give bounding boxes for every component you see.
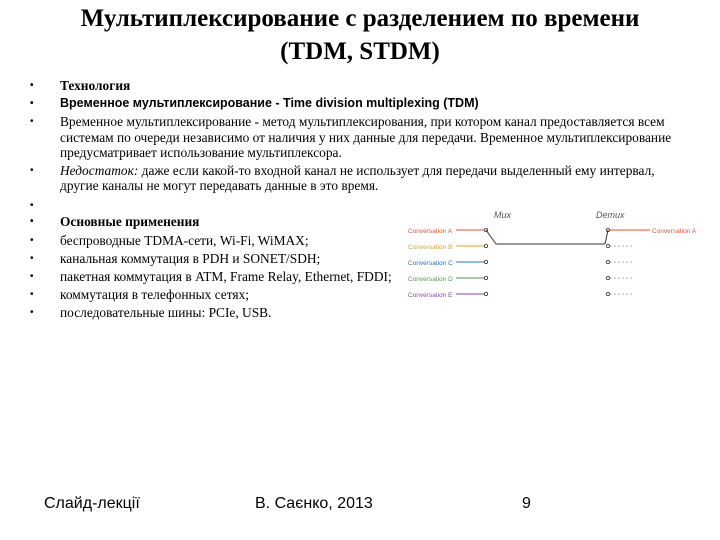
page-number: 9 xyxy=(522,495,531,512)
output-label: Conversation A xyxy=(652,228,697,235)
input-label: Conversation A xyxy=(408,228,453,235)
input-label: Conversation E xyxy=(408,292,453,299)
footer-center: В. Саєнко, 2013 xyxy=(255,495,373,512)
bullet-empty xyxy=(30,196,690,211)
bullet-tdm-term: • Временное мультиплексирование - Time division multiplexing (TDM) xyxy=(30,96,690,111)
applications-heading-text: Основные применения xyxy=(60,214,200,230)
mux-label: Mux xyxy=(494,210,512,220)
bullet-definition: • Временное мультиплексирование - метод мультиплексирования, при котором канал предоставляется всем системам по очереди независимо от наличия у них данные для передачи. Временное мультиплексирование предусматривает использование мультиплексора. xyxy=(30,114,690,160)
bullet-drawback xyxy=(30,163,690,193)
drawback-label: Недостаток: xyxy=(60,163,139,179)
bullet-technology: • Технология xyxy=(30,78,690,93)
title-line-2: (TDM, STDM) xyxy=(280,38,440,65)
bullet-telephone: • коммутация в телефонных сетях; xyxy=(30,287,690,302)
input-label: Conversation C xyxy=(408,260,453,267)
drawback-text: даже если какой-то входной канал не использует для передачи выделенный ему интервал, другие каналы не могут передавать данные в это время. xyxy=(60,163,655,194)
slide-title xyxy=(0,2,720,68)
title-line-1: Мультиплексирование с разделением по времени xyxy=(80,5,640,32)
input-label: Conversation B xyxy=(408,244,453,251)
input-label: Conversation D xyxy=(408,276,453,283)
bullet-packet: • пакетная коммутация в ATM, Frame Relay, Ethernet, FDDI; xyxy=(30,269,690,284)
footer-left: Слайд-лекції xyxy=(44,495,140,512)
bullet-wireless: • беспроводные TDMA-сети, Wi-Fi, WiMAX; xyxy=(30,233,690,248)
bullet-buses: • последовательные шины: PCIe, USB. xyxy=(30,305,690,320)
applications-heading xyxy=(30,214,690,229)
bullet-list xyxy=(30,78,690,324)
demux-label: Demux xyxy=(596,210,625,220)
bullet-circuit: • канальная коммутация в PDH и SONET/SDH; xyxy=(30,251,690,266)
